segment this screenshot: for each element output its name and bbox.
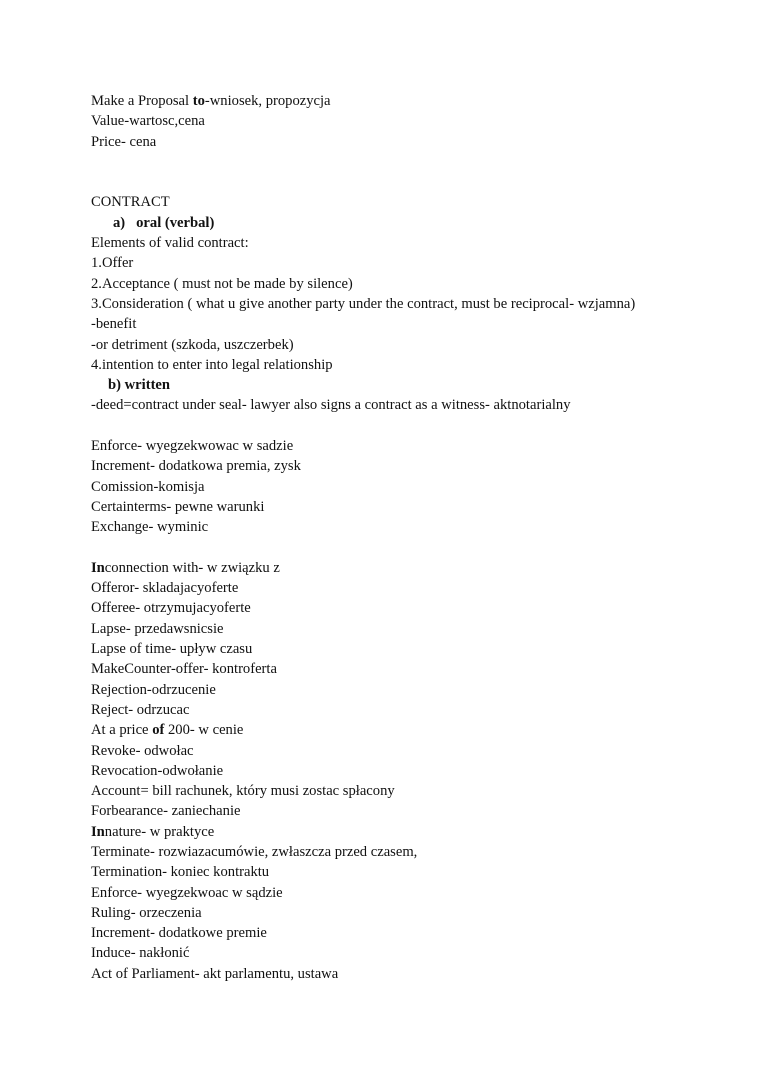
- text-line: Make a Proposal to-wniosek, propozycja: [91, 93, 331, 109]
- vocab-line: Induce- nakłonić: [91, 945, 190, 962]
- vocab-line: Innature- w praktyce: [91, 823, 215, 840]
- text-line: 4.intention to enter into legal relationship: [91, 356, 333, 373]
- text-line: 3.Consideration ( what u give another party under the contract, must be reciprocal- wzjamna): [91, 295, 636, 312]
- text-line: 2.Acceptance ( must not be made by silence): [91, 275, 353, 292]
- text-line: 1.Offer: [91, 255, 134, 272]
- vocab-line: Ruling- orzeczenia: [91, 904, 202, 921]
- vocab-line: Certainterms- pewne warunki: [91, 498, 265, 515]
- vocab-line: Terminate- rozwiazacumówie, zwłaszcza przed czasem,: [91, 843, 418, 860]
- vocab-line: Enforce- wyegzekwoac w sądzie: [91, 884, 283, 901]
- vocab-line: Offeree- otrzymujacyoferte: [91, 600, 251, 617]
- vocab-line: Revoke- odwołac: [91, 742, 194, 759]
- bold-word: to: [192, 93, 205, 109]
- vocab-line: Increment- dodatkowe premie: [91, 925, 267, 942]
- vocab-line: Exchange- wyminic: [91, 519, 209, 536]
- vocab-line: Account= bill rachunek, który musi zostac spłacony: [91, 783, 395, 800]
- text-line: -benefit: [91, 316, 137, 333]
- text-line: -or detriment (szkoda, uszczerbek): [91, 336, 294, 353]
- vocab-line: Act of Parliament- akt parlamentu, ustawa: [91, 965, 339, 982]
- vocab-line: Reject- odrzucac: [91, 701, 190, 718]
- subheading-oral: a) oral (verbal): [113, 214, 215, 231]
- vocab-line: Increment- dodatkowa premia, zysk: [91, 458, 301, 475]
- vocab-line: MakeCounter-offer- kontroferta: [91, 661, 277, 678]
- text-line: Price- cena: [91, 133, 157, 150]
- vocab-line: Offeror- skladajacyoferte: [91, 580, 239, 597]
- document-body: [91, 91, 731, 984]
- section-heading-contract: CONTRACT: [91, 194, 170, 211]
- vocab-line: Termination- koniec kontraktu: [91, 864, 270, 881]
- vocab-line: Lapse of time- upływ czasu: [91, 641, 253, 658]
- text-line: Value-wartosc,cena: [91, 113, 205, 130]
- vocab-line: Enforce- wyegzekwowac w sadzie: [91, 438, 294, 455]
- vocab-line: Rejection-odrzucenie: [91, 681, 216, 698]
- bold-word: In: [91, 823, 105, 840]
- subheading-written: b) written: [108, 377, 171, 394]
- vocab-line: Lapse- przedawsnicsie: [91, 620, 224, 637]
- text-line: Elements of valid contract:: [91, 235, 249, 252]
- vocab-line: Forbearance- zaniechanie: [91, 803, 241, 820]
- vocab-line: Comission-komisja: [91, 478, 205, 495]
- bold-word: of: [152, 722, 165, 739]
- bold-word: In: [91, 559, 105, 576]
- vocab-line: At a price of 200- w cenie: [91, 722, 244, 739]
- vocab-line: Inconnection with- w związku z: [91, 559, 280, 576]
- text-line: -deed=contract under seal- lawyer also signs a contract as a witness- aktnotarialny: [91, 397, 571, 414]
- vocab-line: Revocation-odwołanie: [91, 762, 224, 779]
